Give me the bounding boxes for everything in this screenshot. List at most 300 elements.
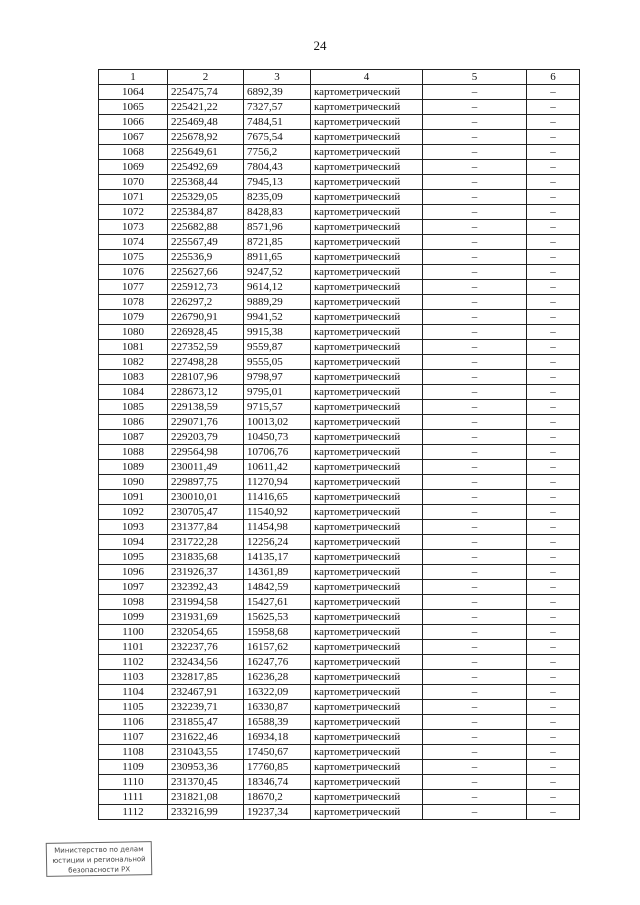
- table-row: [99, 340, 580, 355]
- table-cell: 10450,73: [244, 430, 311, 445]
- table-cell: –: [423, 805, 527, 820]
- table-cell: 231931,69: [168, 610, 244, 625]
- table-cell: 18346,74: [244, 775, 311, 790]
- table-cell: 225678,92: [168, 130, 244, 145]
- table-cell: –: [423, 640, 527, 655]
- table-cell: 8571,96: [244, 220, 311, 235]
- table-cell: –: [423, 355, 527, 370]
- table-cell: картометрический: [311, 160, 423, 175]
- table-cell: –: [423, 505, 527, 520]
- table-cell: 225421,22: [168, 100, 244, 115]
- table-cell: 9941,52: [244, 310, 311, 325]
- table-cell: 231926,37: [168, 565, 244, 580]
- table-cell: –: [423, 685, 527, 700]
- table-row: [99, 775, 580, 790]
- table-cell: 1071: [99, 190, 168, 205]
- table-cell: 231622,46: [168, 730, 244, 745]
- table-cell: 12256,24: [244, 535, 311, 550]
- table-row: [99, 460, 580, 475]
- table-row: [99, 355, 580, 370]
- table-cell: 6892,39: [244, 85, 311, 100]
- table-row: [99, 100, 580, 115]
- table-cell: 1096: [99, 565, 168, 580]
- table-row: [99, 145, 580, 160]
- table-cell: 231994,58: [168, 595, 244, 610]
- table-cell: –: [423, 565, 527, 580]
- table-row: [99, 370, 580, 385]
- table-cell: –: [527, 130, 580, 145]
- table-cell: –: [423, 700, 527, 715]
- table-cell: 1084: [99, 385, 168, 400]
- table-row: [99, 565, 580, 580]
- table-row: [99, 475, 580, 490]
- table-cell: –: [527, 280, 580, 295]
- table-cell: 1079: [99, 310, 168, 325]
- table-cell: –: [423, 730, 527, 745]
- table-cell: 232434,56: [168, 655, 244, 670]
- table-cell: 16330,87: [244, 700, 311, 715]
- table-cell: 9715,57: [244, 400, 311, 415]
- table-cell: 1085: [99, 400, 168, 415]
- table-cell: 225475,74: [168, 85, 244, 100]
- table-cell: картометрический: [311, 520, 423, 535]
- table-cell: 9614,12: [244, 280, 311, 295]
- table-cell: 1081: [99, 340, 168, 355]
- table-cell: –: [527, 700, 580, 715]
- table-cell: –: [423, 400, 527, 415]
- table-cell: –: [423, 715, 527, 730]
- table-body: [99, 85, 580, 820]
- table-cell: картометрический: [311, 655, 423, 670]
- table-cell: 9559,87: [244, 340, 311, 355]
- table-cell: картометрический: [311, 505, 423, 520]
- table-cell: 16588,39: [244, 715, 311, 730]
- table-cell: –: [527, 550, 580, 565]
- table-cell: –: [527, 250, 580, 265]
- table-cell: –: [527, 145, 580, 160]
- table-cell: 229564,98: [168, 445, 244, 460]
- table-cell: –: [423, 220, 527, 235]
- table-cell: 1088: [99, 445, 168, 460]
- table-cell: –: [423, 580, 527, 595]
- table-cell: 1065: [99, 100, 168, 115]
- table-cell: 1091: [99, 490, 168, 505]
- table-cell: картометрический: [311, 550, 423, 565]
- table-cell: –: [423, 460, 527, 475]
- table-cell: 1076: [99, 265, 168, 280]
- table-cell: 225329,05: [168, 190, 244, 205]
- table-cell: 1112: [99, 805, 168, 820]
- column-header: 5: [423, 70, 527, 85]
- table-cell: –: [527, 505, 580, 520]
- table-cell: картометрический: [311, 220, 423, 235]
- table-cell: –: [527, 475, 580, 490]
- table-row: [99, 430, 580, 445]
- table-row: [99, 790, 580, 805]
- table-cell: картометрический: [311, 610, 423, 625]
- table-cell: 11540,92: [244, 505, 311, 520]
- table-row: [99, 670, 580, 685]
- table-cell: картометрический: [311, 340, 423, 355]
- table-cell: 232054,65: [168, 625, 244, 640]
- table-cell: 1086: [99, 415, 168, 430]
- table-cell: –: [527, 205, 580, 220]
- table-cell: 19237,34: [244, 805, 311, 820]
- table-cell: картометрический: [311, 355, 423, 370]
- column-header: 6: [527, 70, 580, 85]
- table-cell: 1102: [99, 655, 168, 670]
- table-cell: –: [527, 490, 580, 505]
- table-cell: –: [527, 730, 580, 745]
- table-cell: –: [423, 115, 527, 130]
- table-cell: картометрический: [311, 250, 423, 265]
- table-cell: –: [527, 160, 580, 175]
- table-row: [99, 655, 580, 670]
- table-row: [99, 205, 580, 220]
- table-cell: –: [527, 805, 580, 820]
- table-cell: 232239,71: [168, 700, 244, 715]
- table-cell: –: [527, 175, 580, 190]
- table-cell: 1111: [99, 790, 168, 805]
- table-cell: 14135,17: [244, 550, 311, 565]
- column-header: 2: [168, 70, 244, 85]
- table-row: [99, 535, 580, 550]
- stamp-line: Министерство по делам: [54, 845, 144, 855]
- table-cell: 1080: [99, 325, 168, 340]
- table-cell: 225469,48: [168, 115, 244, 130]
- table-cell: картометрический: [311, 385, 423, 400]
- table-cell: 16236,28: [244, 670, 311, 685]
- table-cell: 230011,49: [168, 460, 244, 475]
- table-cell: 231835,68: [168, 550, 244, 565]
- table-cell: –: [423, 325, 527, 340]
- table-row: [99, 175, 580, 190]
- table-cell: 1090: [99, 475, 168, 490]
- table-cell: –: [423, 475, 527, 490]
- table-row: [99, 625, 580, 640]
- table-cell: 7756,2: [244, 145, 311, 160]
- table-cell: картометрический: [311, 370, 423, 385]
- table-cell: –: [527, 325, 580, 340]
- table-cell: 7945,13: [244, 175, 311, 190]
- table-row: [99, 505, 580, 520]
- table-cell: 230010,01: [168, 490, 244, 505]
- table-cell: картометрический: [311, 580, 423, 595]
- table-row: [99, 700, 580, 715]
- table-cell: –: [423, 490, 527, 505]
- table-cell: –: [527, 355, 580, 370]
- table-cell: 11454,98: [244, 520, 311, 535]
- table-row: [99, 235, 580, 250]
- table-cell: 1089: [99, 460, 168, 475]
- table-cell: 1083: [99, 370, 168, 385]
- table-row: [99, 160, 580, 175]
- table-cell: 226297,2: [168, 295, 244, 310]
- table-cell: –: [423, 205, 527, 220]
- column-header: 4: [311, 70, 423, 85]
- table-cell: –: [527, 460, 580, 475]
- table-cell: 232467,91: [168, 685, 244, 700]
- table-cell: картометрический: [311, 400, 423, 415]
- table-cell: 231821,08: [168, 790, 244, 805]
- table-cell: картометрический: [311, 775, 423, 790]
- table-row: [99, 715, 580, 730]
- table-cell: –: [423, 415, 527, 430]
- table-cell: –: [527, 400, 580, 415]
- table-cell: –: [527, 580, 580, 595]
- table-cell: 233216,99: [168, 805, 244, 820]
- table-cell: 9247,52: [244, 265, 311, 280]
- table-cell: 229203,79: [168, 430, 244, 445]
- table-cell: картометрический: [311, 175, 423, 190]
- table-cell: 16157,62: [244, 640, 311, 655]
- table-cell: 1097: [99, 580, 168, 595]
- coordinates-table: [98, 69, 580, 820]
- table-cell: –: [527, 265, 580, 280]
- table-cell: 1103: [99, 670, 168, 685]
- table-cell: –: [423, 445, 527, 460]
- table-cell: картометрический: [311, 595, 423, 610]
- table-cell: картометрический: [311, 445, 423, 460]
- table-cell: –: [527, 370, 580, 385]
- table-cell: картометрический: [311, 475, 423, 490]
- table-cell: –: [527, 535, 580, 550]
- table-cell: –: [423, 670, 527, 685]
- table-cell: картометрический: [311, 310, 423, 325]
- table-cell: картометрический: [311, 205, 423, 220]
- table-cell: –: [423, 430, 527, 445]
- table-cell: 228107,96: [168, 370, 244, 385]
- table-cell: –: [527, 430, 580, 445]
- table-cell: –: [527, 295, 580, 310]
- table-cell: 225912,73: [168, 280, 244, 295]
- table-cell: 1069: [99, 160, 168, 175]
- table-cell: –: [527, 85, 580, 100]
- table-cell: 231370,45: [168, 775, 244, 790]
- table-cell: 18670,2: [244, 790, 311, 805]
- table-cell: 225682,88: [168, 220, 244, 235]
- table-cell: 1072: [99, 205, 168, 220]
- table-cell: 231722,28: [168, 535, 244, 550]
- table-cell: 225492,69: [168, 160, 244, 175]
- table-cell: –: [423, 340, 527, 355]
- table-cell: картометрический: [311, 235, 423, 250]
- table-row: [99, 580, 580, 595]
- table-cell: 225368,44: [168, 175, 244, 190]
- table-cell: 225536,9: [168, 250, 244, 265]
- table-cell: 231043,55: [168, 745, 244, 760]
- table-cell: 229138,59: [168, 400, 244, 415]
- table-cell: –: [423, 280, 527, 295]
- table-cell: картометрический: [311, 790, 423, 805]
- table-cell: –: [527, 100, 580, 115]
- table-cell: –: [527, 445, 580, 460]
- table-cell: 10013,02: [244, 415, 311, 430]
- table-cell: –: [423, 625, 527, 640]
- table-cell: –: [423, 595, 527, 610]
- table-cell: картометрический: [311, 760, 423, 775]
- table-cell: 8721,85: [244, 235, 311, 250]
- table-cell: –: [423, 100, 527, 115]
- table-cell: 1068: [99, 145, 168, 160]
- table-cell: 1074: [99, 235, 168, 250]
- table-cell: 232237,76: [168, 640, 244, 655]
- table-cell: 1110: [99, 775, 168, 790]
- table-cell: 1108: [99, 745, 168, 760]
- table-cell: 1109: [99, 760, 168, 775]
- table-cell: 1064: [99, 85, 168, 100]
- table-cell: –: [423, 130, 527, 145]
- table-cell: 1082: [99, 355, 168, 370]
- table-cell: –: [423, 235, 527, 250]
- table-cell: –: [423, 520, 527, 535]
- table-cell: –: [527, 625, 580, 640]
- table-cell: –: [423, 655, 527, 670]
- table-cell: картометрический: [311, 325, 423, 340]
- table-cell: –: [423, 295, 527, 310]
- table-cell: картометрический: [311, 115, 423, 130]
- table-cell: –: [527, 565, 580, 580]
- table-row: [99, 595, 580, 610]
- table-cell: 1105: [99, 700, 168, 715]
- table-cell: –: [527, 520, 580, 535]
- table-row: [99, 490, 580, 505]
- column-header: 3: [244, 70, 311, 85]
- table-cell: 230953,36: [168, 760, 244, 775]
- table-cell: 8235,09: [244, 190, 311, 205]
- table-cell: 225627,66: [168, 265, 244, 280]
- table-row: [99, 310, 580, 325]
- table-cell: 11270,94: [244, 475, 311, 490]
- column-header: 1: [99, 70, 168, 85]
- table-row: [99, 445, 580, 460]
- table-row: [99, 280, 580, 295]
- table-cell: 9795,01: [244, 385, 311, 400]
- table-cell: 1087: [99, 430, 168, 445]
- table-cell: 1078: [99, 295, 168, 310]
- table-cell: картометрический: [311, 130, 423, 145]
- table-row: [99, 730, 580, 745]
- table-row: [99, 415, 580, 430]
- table-cell: 10611,42: [244, 460, 311, 475]
- table-cell: –: [527, 685, 580, 700]
- table-cell: 1075: [99, 250, 168, 265]
- table-cell: 1092: [99, 505, 168, 520]
- table-cell: –: [527, 760, 580, 775]
- table-cell: 7804,43: [244, 160, 311, 175]
- table-cell: 11416,65: [244, 490, 311, 505]
- table-cell: –: [527, 610, 580, 625]
- table-cell: 1070: [99, 175, 168, 190]
- table-row: [99, 385, 580, 400]
- table-cell: 225384,87: [168, 205, 244, 220]
- table-cell: –: [527, 340, 580, 355]
- table-cell: картометрический: [311, 415, 423, 430]
- table-row: [99, 115, 580, 130]
- table-cell: 229071,76: [168, 415, 244, 430]
- table-cell: 1095: [99, 550, 168, 565]
- table-cell: 228673,12: [168, 385, 244, 400]
- table-cell: –: [423, 370, 527, 385]
- table-cell: 7327,57: [244, 100, 311, 115]
- table-cell: –: [527, 415, 580, 430]
- table-cell: картометрический: [311, 265, 423, 280]
- table-cell: 232392,43: [168, 580, 244, 595]
- table-cell: 226790,91: [168, 310, 244, 325]
- table-cell: 1101: [99, 640, 168, 655]
- table-cell: 225567,49: [168, 235, 244, 250]
- table-cell: 1094: [99, 535, 168, 550]
- table-cell: картометрический: [311, 640, 423, 655]
- table-cell: 226928,45: [168, 325, 244, 340]
- table-row: [99, 400, 580, 415]
- table-cell: –: [527, 640, 580, 655]
- table-cell: –: [527, 595, 580, 610]
- table-cell: –: [527, 655, 580, 670]
- table-cell: картометрический: [311, 715, 423, 730]
- table-cell: картометрический: [311, 430, 423, 445]
- table-cell: 15958,68: [244, 625, 311, 640]
- table-cell: –: [527, 715, 580, 730]
- table-cell: –: [423, 145, 527, 160]
- table-cell: 16247,76: [244, 655, 311, 670]
- table-cell: 1099: [99, 610, 168, 625]
- table-cell: 231855,47: [168, 715, 244, 730]
- table-cell: 15625,53: [244, 610, 311, 625]
- table-cell: 230705,47: [168, 505, 244, 520]
- table-row: [99, 640, 580, 655]
- table-header-row: [99, 70, 580, 85]
- table-cell: 1098: [99, 595, 168, 610]
- table-cell: –: [527, 745, 580, 760]
- table-cell: 227498,28: [168, 355, 244, 370]
- table-cell: –: [423, 385, 527, 400]
- table-cell: –: [423, 550, 527, 565]
- table-cell: 1106: [99, 715, 168, 730]
- table-cell: картометрический: [311, 625, 423, 640]
- table-cell: картометрический: [311, 685, 423, 700]
- table-row: [99, 295, 580, 310]
- table-cell: –: [423, 190, 527, 205]
- table-cell: –: [527, 310, 580, 325]
- table-cell: –: [527, 220, 580, 235]
- table-cell: 14842,59: [244, 580, 311, 595]
- table-cell: картометрический: [311, 100, 423, 115]
- stamp-line: безопасности РХ: [68, 865, 131, 875]
- table-cell: 10706,76: [244, 445, 311, 460]
- table-cell: 17760,85: [244, 760, 311, 775]
- stamp-line: юстиции и региональной: [52, 855, 146, 865]
- table-cell: 1100: [99, 625, 168, 640]
- table-cell: 9555,05: [244, 355, 311, 370]
- table-row: [99, 550, 580, 565]
- table-cell: –: [423, 745, 527, 760]
- table-cell: картометрический: [311, 730, 423, 745]
- table-cell: картометрический: [311, 535, 423, 550]
- table-cell: картометрический: [311, 280, 423, 295]
- table-cell: картометрический: [311, 490, 423, 505]
- table-cell: 231377,84: [168, 520, 244, 535]
- table-cell: картометрический: [311, 85, 423, 100]
- table-cell: –: [423, 85, 527, 100]
- table-row: [99, 250, 580, 265]
- table-cell: –: [423, 175, 527, 190]
- table-cell: –: [527, 385, 580, 400]
- table-cell: –: [527, 670, 580, 685]
- table-cell: –: [423, 775, 527, 790]
- table-cell: 16934,18: [244, 730, 311, 745]
- table-cell: картометрический: [311, 700, 423, 715]
